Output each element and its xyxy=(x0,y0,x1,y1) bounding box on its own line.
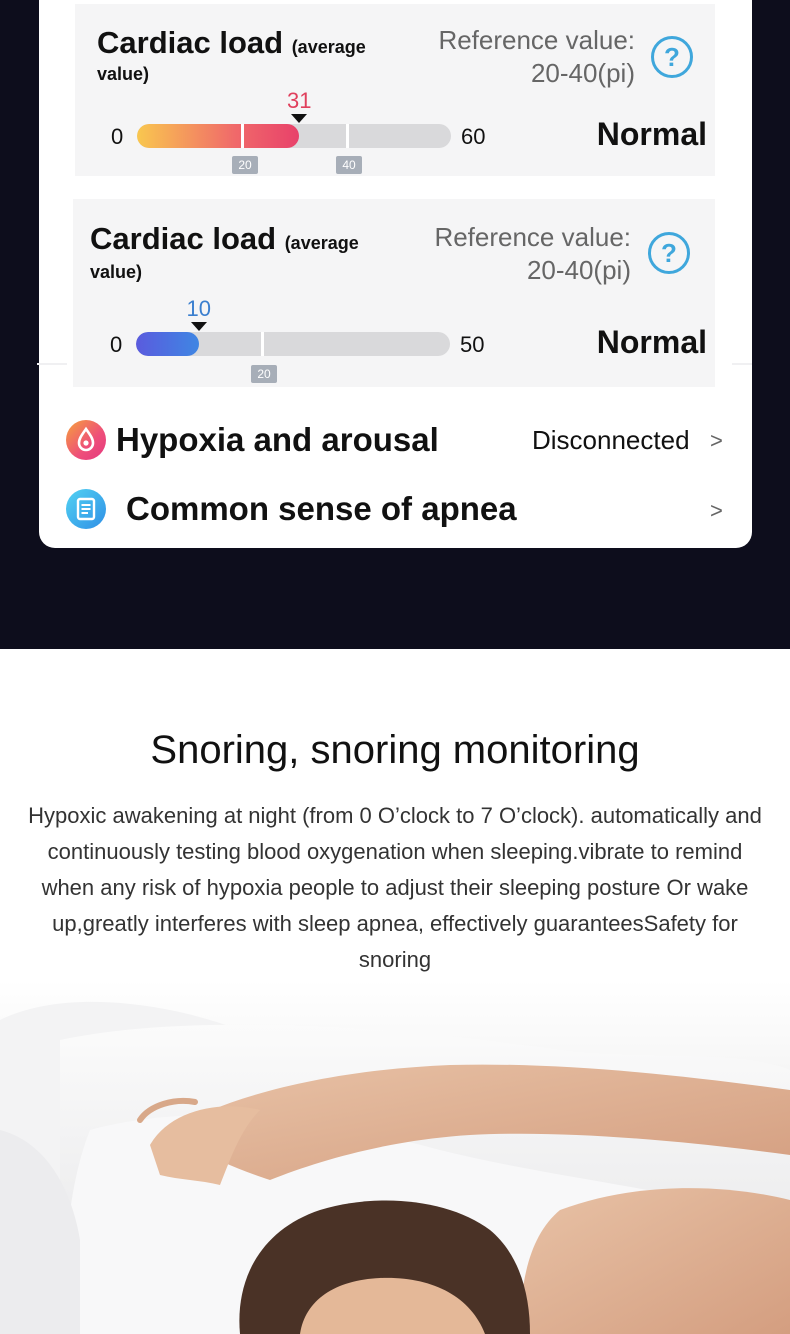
panel-title xyxy=(90,221,359,261)
panel-title-cont: value) xyxy=(90,262,143,282)
hypoxia-drop-icon xyxy=(66,420,106,460)
chevron-right-icon: > xyxy=(710,428,723,453)
status-text: Normal xyxy=(596,324,707,360)
panel-title xyxy=(97,25,366,65)
reference-label: Reference value: xyxy=(438,25,635,55)
app-card xyxy=(39,0,752,548)
level-value: 31 xyxy=(286,88,312,113)
connection-status: Disconnected xyxy=(532,425,690,455)
level-fill xyxy=(137,124,299,148)
question-icon[interactable]: ? xyxy=(651,36,693,78)
level-bar xyxy=(136,332,450,356)
row-title: Hypoxia and arousal xyxy=(116,421,439,458)
row-title: Common sense of apnea xyxy=(126,490,517,527)
question-icon[interactable]: ? xyxy=(648,232,690,274)
panel-title-paren: (average xyxy=(291,37,366,57)
level-tick xyxy=(241,124,244,148)
status-text: Normal xyxy=(596,116,707,152)
panel-title-paren: (average xyxy=(284,233,359,253)
panel-title-main: Cardiac load xyxy=(97,25,284,60)
level-bar xyxy=(137,124,451,148)
level-value: 10 xyxy=(186,296,212,321)
level-marker-icon xyxy=(291,114,307,123)
range-max: 60 xyxy=(461,124,486,149)
chevron-right-icon: > xyxy=(710,498,723,523)
document-list-icon xyxy=(66,489,106,529)
tick-label: 20 xyxy=(251,365,277,383)
section-description: Hypoxic awakening at night (from 0 O’clock to 7 O’clock). automatically and continuously testing blood oxygenation when sleeping.vibrate to remind when any risk of hypoxia people to adjust their sleeping posture Or wake up,greatly interferes with sleep apnea, effectively guaranteesSafety for snoring xyxy=(28,803,762,972)
level-tick xyxy=(346,124,349,148)
reference-value xyxy=(375,24,635,90)
range-max: 50 xyxy=(460,332,485,357)
level-tick xyxy=(261,332,264,356)
reference-label: Reference value: xyxy=(434,222,631,252)
panel-title-main: Cardiac load xyxy=(90,221,277,256)
tick-label: 20 xyxy=(232,156,258,174)
section-headline: Snoring, snoring monitoring xyxy=(150,728,640,772)
sleeping-man-photo xyxy=(0,980,790,1334)
range-min: 0 xyxy=(110,332,123,357)
reference-range: 20-40(pi) xyxy=(530,58,635,88)
reference-value xyxy=(371,221,631,287)
panel-title-cont: value) xyxy=(97,64,150,84)
cardiac-load-panel-2 xyxy=(73,199,715,387)
divider-right xyxy=(732,363,752,365)
range-min: 0 xyxy=(111,124,124,149)
level-fill xyxy=(136,332,199,356)
level-marker-icon xyxy=(191,322,207,331)
tick-label: 40 xyxy=(336,156,362,174)
reference-range: 20-40(pi) xyxy=(526,255,631,285)
cardiac-load-panel-1 xyxy=(75,4,715,176)
divider-left xyxy=(37,363,67,365)
